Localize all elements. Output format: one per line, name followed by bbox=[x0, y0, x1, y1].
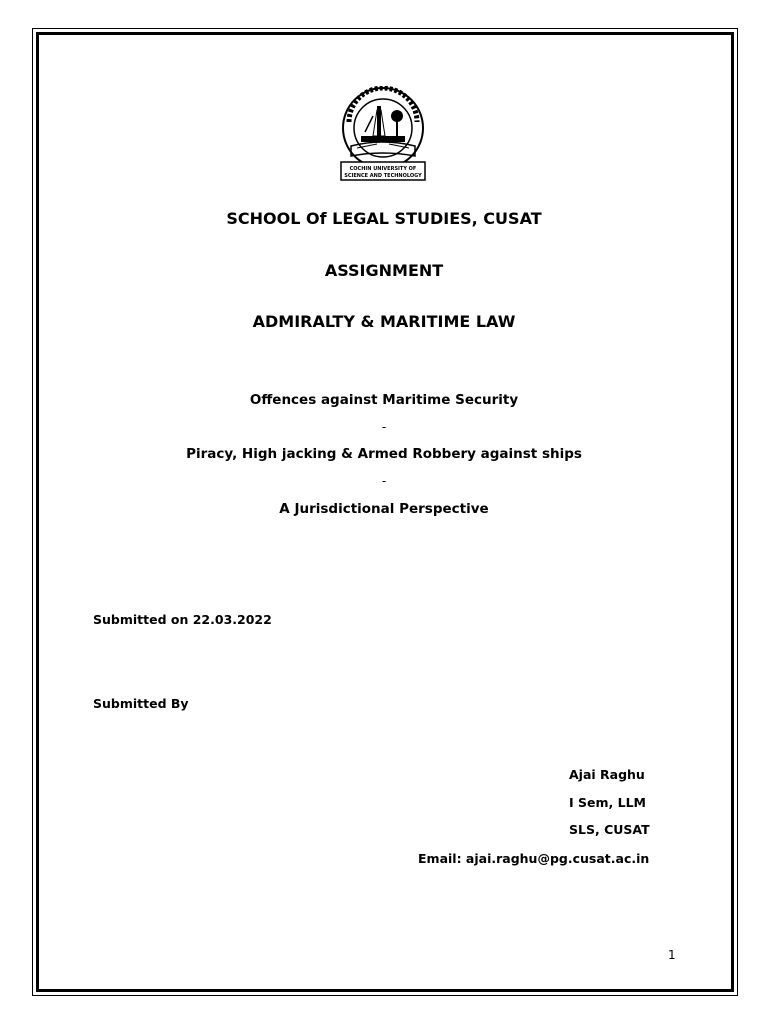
topic-line-1: Offences against Maritime Security bbox=[249, 392, 519, 408]
submitted-by-label: Submitted By bbox=[93, 696, 189, 711]
author-email: Email: ajai.raghu@pg.cusat.ac.in bbox=[418, 851, 650, 866]
author-institute: SLS, CUSAT bbox=[569, 822, 650, 837]
page-number: 1 bbox=[668, 948, 676, 962]
school-name: SCHOOL Of LEGAL STUDIES, CUSAT bbox=[226, 209, 542, 228]
topic-separator-2: - bbox=[381, 474, 387, 488]
submission-date: Submitted on 22.03.2022 bbox=[93, 612, 272, 627]
logo-banner-line2: SCIENCE AND TECHNOLOGY bbox=[344, 173, 422, 179]
topic-line-2: Piracy, High jacking & Armed Robbery against ships bbox=[186, 446, 582, 462]
logo-banner-line1: COCHIN UNIVERSITY OF bbox=[349, 166, 417, 172]
topic-separator-1: - bbox=[381, 420, 387, 434]
subject-title: ADMIRALTY & MARITIME LAW bbox=[252, 312, 516, 331]
university-logo bbox=[337, 86, 429, 182]
topic-line-3: A Jurisdictional Perspective bbox=[279, 501, 489, 517]
author-semester: I Sem, LLM bbox=[569, 795, 646, 810]
author-name: Ajai Raghu bbox=[569, 767, 645, 782]
document-type: ASSIGNMENT bbox=[324, 261, 444, 280]
